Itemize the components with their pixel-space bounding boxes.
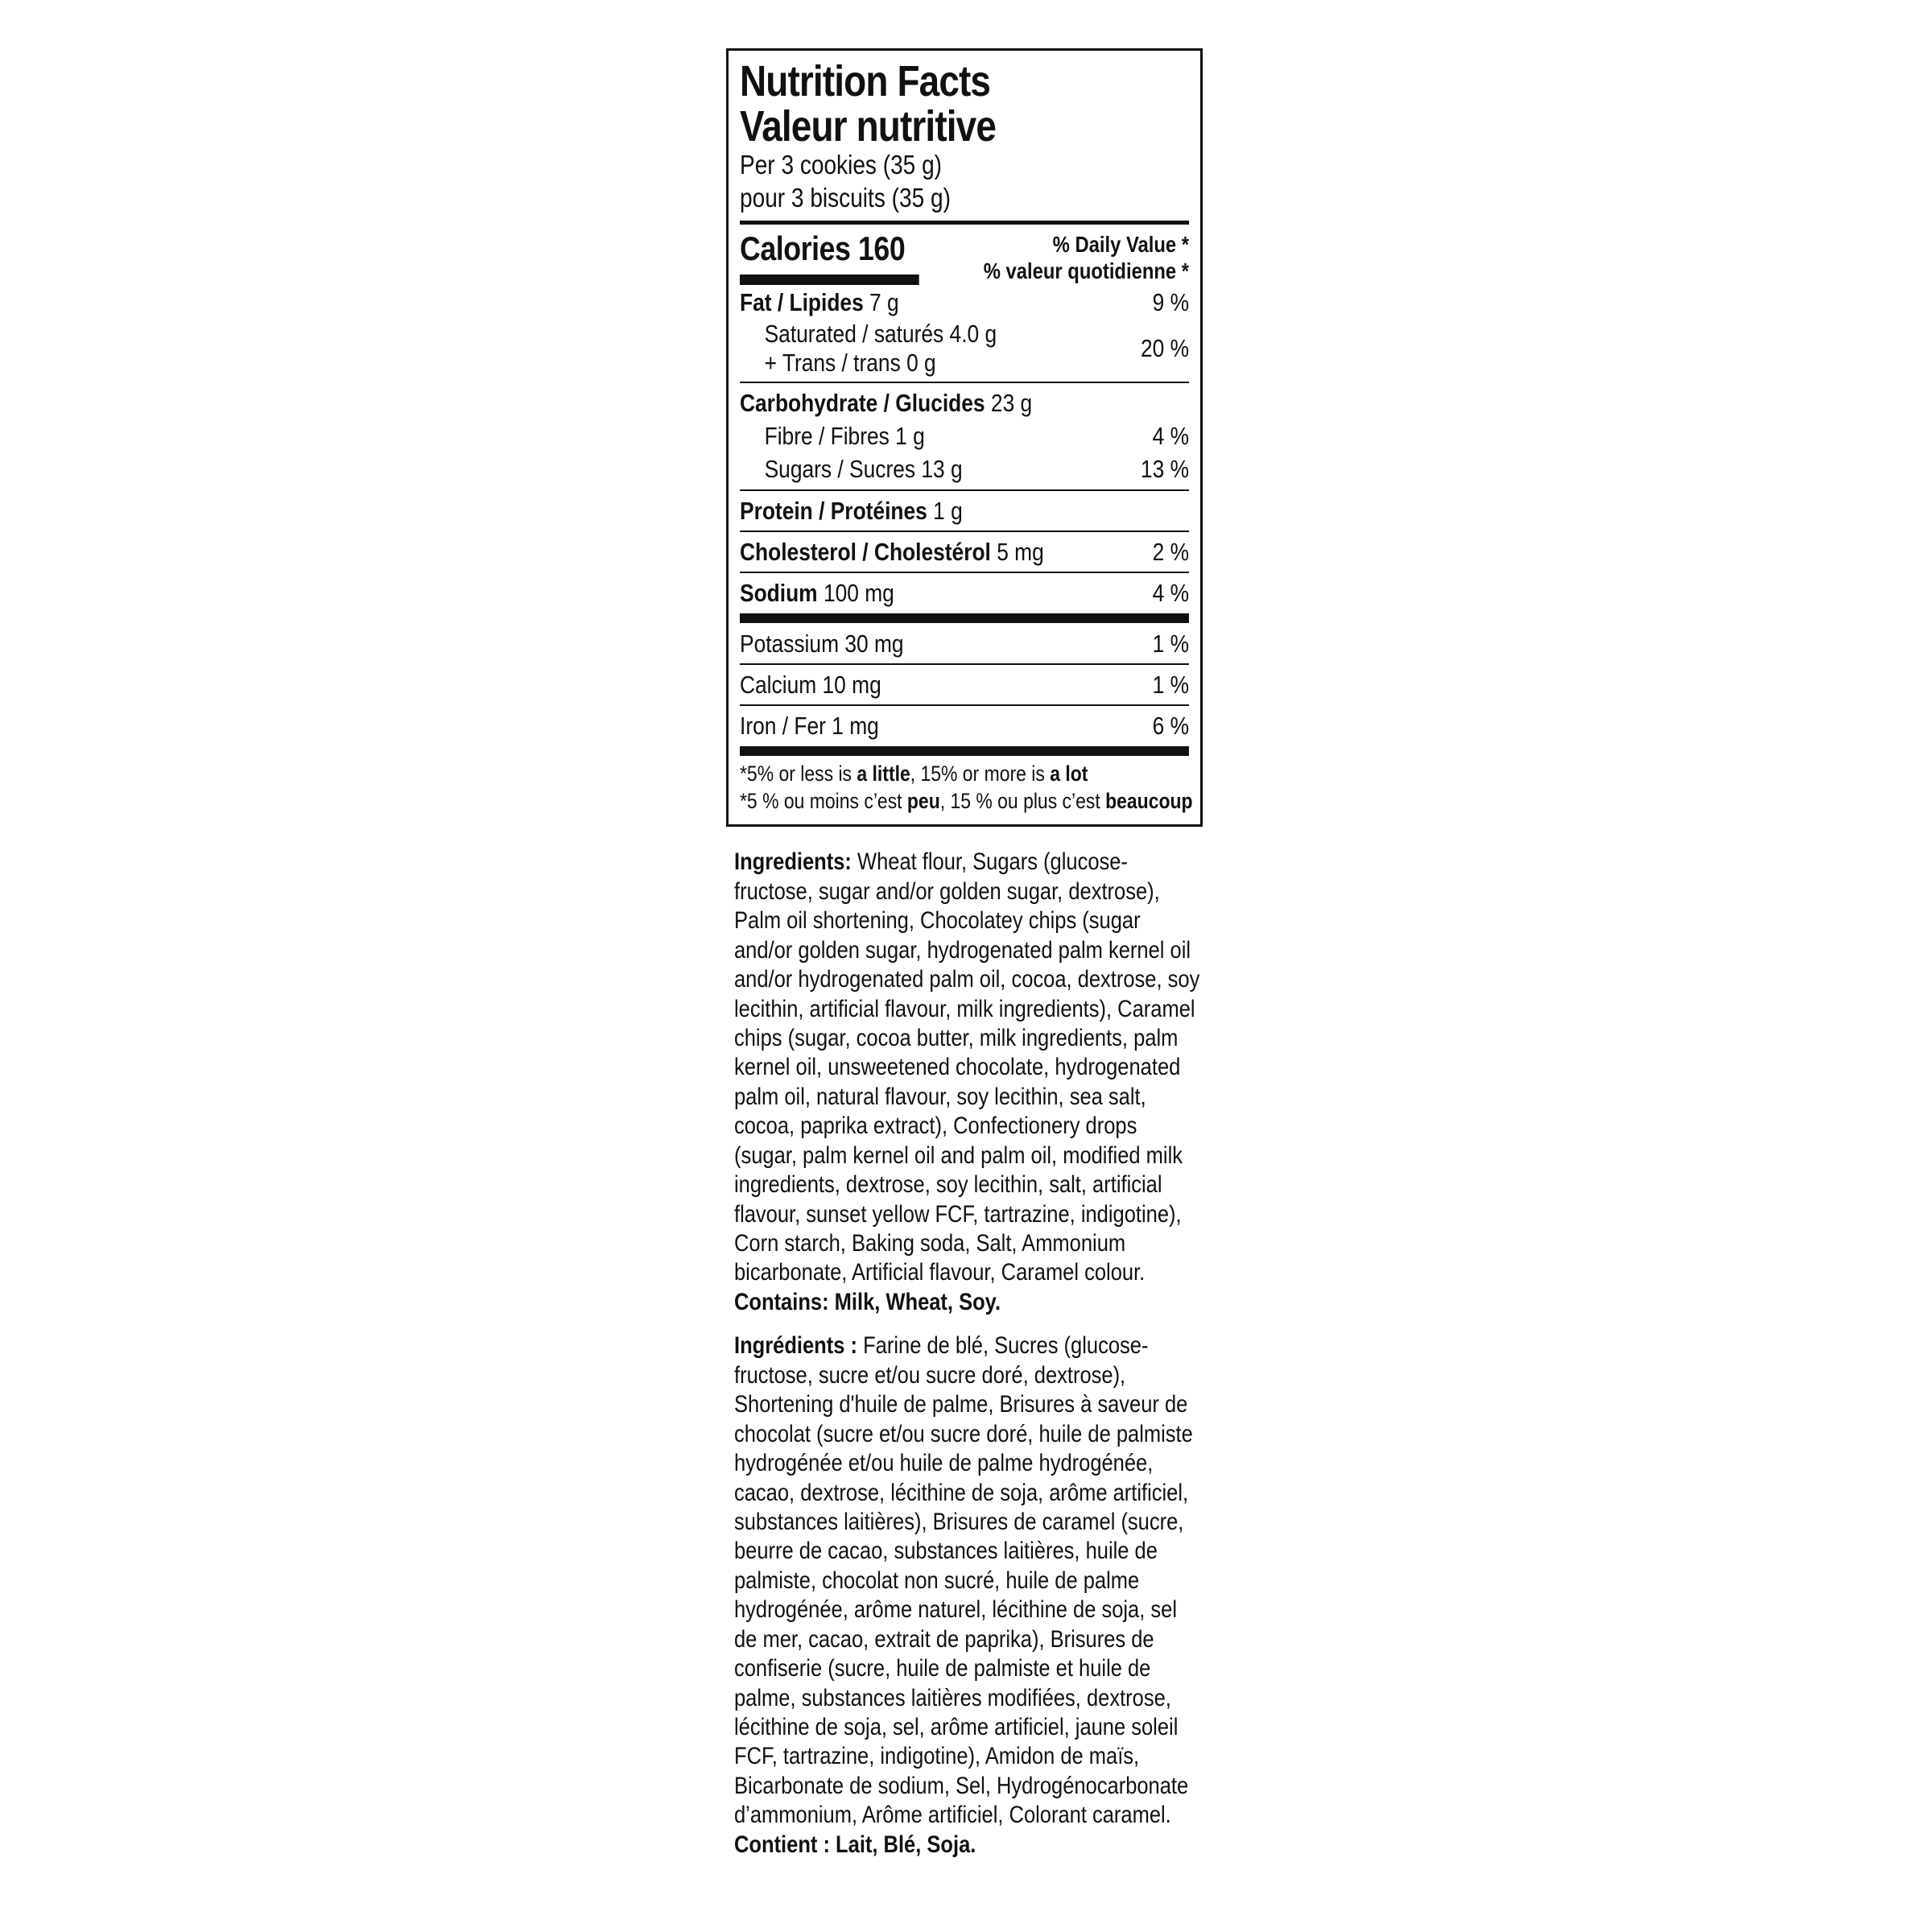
potassium-name: Potassium 30 mg xyxy=(740,629,904,658)
ingredients-section xyxy=(734,848,1203,1860)
protein-name: Protein / Protéines 1 g xyxy=(740,496,963,525)
fibre-dv: 4 % xyxy=(1152,422,1190,451)
contains-statement-fr: Contient : Lait, Blé, Soja. xyxy=(734,1831,976,1858)
sugars-name: Sugars / Sucres 13 g xyxy=(764,455,963,484)
footnotes xyxy=(740,761,1193,815)
calories-label: Calories xyxy=(740,229,851,267)
divider-thin xyxy=(740,489,1189,491)
carbohydrate-name: Carbohydrate / Glucides 23 g xyxy=(740,389,1033,418)
divider-medium xyxy=(740,221,1189,225)
fibre-name: Fibre / Fibres 1 g xyxy=(764,422,925,451)
iron-dv: 6 % xyxy=(1152,711,1190,740)
trans-line: + Trans / trans 0 g xyxy=(764,349,936,378)
nutrient-row-potassium xyxy=(740,628,1189,659)
saturated-line: Saturated / saturés 4.0 g xyxy=(764,319,997,348)
ingredients-paragraph-fr xyxy=(734,1331,1203,1860)
ingredients-label-fr: Ingrédients : xyxy=(734,1332,858,1360)
calories-value: 160 xyxy=(857,229,906,267)
nutrient-row-calcium xyxy=(740,669,1189,700)
divider-thin xyxy=(740,663,1189,665)
footnote-fr: *5 % ou moins c’est peu, 15 % ou plus c’est beaucoup xyxy=(740,788,1193,813)
daily-value-header-fr: % valeur quotidienne * xyxy=(983,258,1190,283)
potassium-dv: 1 % xyxy=(1152,629,1190,658)
serving-size-en: Per 3 cookies (35 g) xyxy=(740,150,943,180)
sodium-dv: 4 % xyxy=(1152,578,1190,607)
sugars-dv: 13 % xyxy=(1140,455,1190,484)
cholesterol-dv: 2 % xyxy=(1152,537,1190,566)
calories-row xyxy=(740,229,1189,285)
fat-name: Fat / Lipides 7 g xyxy=(740,287,899,316)
divider-thick xyxy=(740,613,1189,623)
nutrient-row-protein xyxy=(740,495,1189,526)
footnote-en: *5% or less is a little, 15% or more is a lot xyxy=(740,761,1088,786)
calories-block xyxy=(740,229,919,285)
nutrient-row-iron xyxy=(740,710,1189,741)
divider-thin xyxy=(740,530,1189,532)
calcium-name: Calcium 10 mg xyxy=(740,670,881,699)
saturated-trans-name xyxy=(740,320,997,378)
nutrient-row-carbohydrate xyxy=(740,387,1189,419)
contains-statement-en: Contains: Milk, Wheat, Soy. xyxy=(734,1288,1001,1315)
divider-thin xyxy=(740,704,1189,706)
nutrient-row-fat xyxy=(740,287,1189,318)
daily-value-header-en: % Daily Value * xyxy=(1052,231,1190,257)
fat-dv: 9 % xyxy=(1152,287,1190,316)
daily-value-header xyxy=(984,231,1189,284)
divider-thin xyxy=(740,572,1189,573)
calories-underbar xyxy=(740,275,919,285)
sodium-name: Sodium 100 mg xyxy=(740,578,894,607)
nutrient-row-fibre xyxy=(740,420,1189,452)
ingredients-label-en: Ingredients: xyxy=(734,848,852,876)
nutrient-row-saturated-trans xyxy=(740,320,1189,378)
nutrition-facts-panel xyxy=(726,48,1203,827)
ingredients-text-en: Wheat flour, Sugars (glucose-fructose, sugar and/or golden sugar, dextrose), Palm oil shortening, Chocolatey chips (sugar and/or golden sugar, hydrogenated palm kernel oil and/or hydrogenated palm oil, cocoa, dextrose, soy lecithin, artificial flavour, milk ingredients), Caramel chips (sugar, cocoa butter, milk ingredients, palm kernel oil, unsweetened chocolate, hydrogenated palm oil, natural flavour, soy lecithin, sea salt, cocoa, paprika extract), Confectionery drops (sugar, palm kernel oil and palm oil, modified milk ingredients, dextrose, soy lecithin, salt, artificial flavour, sunset yellow FCF, tartrazine, indigotine), Corn starch, Baking soda, Salt, Ammonium bicarbonate, Artificial flavour, Caramel colour. xyxy=(734,848,1200,1286)
ingredients-text-fr: Farine de blé, Sucres (glucose-fructose, sucre et/ou sucre doré, dextrose), Shortening d'huile de palme, Brisures à saveur de chocolat (sucre et/ou sucre doré, huile de palmiste hydrogénée et/ou huile de palme hydrogénée, cacao, dextrose, lécithine de soja, arôme artificiel, substances laitières), Brisures de caramel (sucre, beurre de cacao, substances laitières, huile de palmiste, chocolat non sucré, huile de palme hydrogénée, arôme naturel, lécithine de soja, sel de mer, cacao, extrait de paprika), Brisures de confiserie (sucre, huile de palmiste et huile de palme, substances laitières modifiées, dextrose, lécithine de soja, sel, arôme artificiel, jaune soleil FCF, tartrazine, indigotine), Amidon de maïs, Bicarbonate de sodium, Sel, Hydrogénocarbonate d’ammonium, Arôme artificiel, Colorant caramel. xyxy=(734,1332,1193,1829)
ingredients-paragraph-en xyxy=(734,848,1203,1317)
divider-thick xyxy=(740,746,1189,756)
panel-title-en: Nutrition Facts xyxy=(740,57,991,105)
serving-size-fr: pour 3 biscuits (35 g) xyxy=(740,182,951,213)
calcium-dv: 1 % xyxy=(1152,670,1190,699)
cholesterol-name: Cholesterol / Cholestérol 5 mg xyxy=(740,537,1044,566)
calories-text xyxy=(740,229,919,268)
iron-name: Iron / Fer 1 mg xyxy=(740,711,879,740)
nutrient-row-sugars xyxy=(740,453,1189,485)
nutrient-row-cholesterol xyxy=(740,536,1189,568)
nutrition-label xyxy=(726,48,1203,1860)
panel-title-fr: Valeur nutritive xyxy=(740,102,997,151)
divider-thin xyxy=(740,382,1189,383)
nutrient-row-sodium xyxy=(740,577,1189,609)
saturated-trans-dv: 20 % xyxy=(1140,333,1190,362)
